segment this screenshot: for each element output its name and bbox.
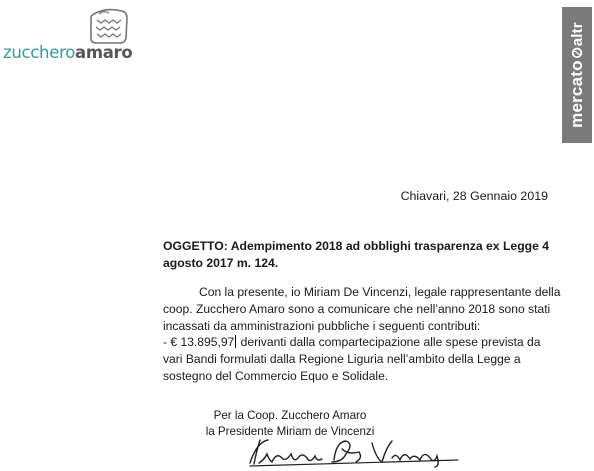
letter-body [163, 284, 561, 385]
letter-subject: OGGETTO: Adempimento 2018 ad obblighi trasparenza ex Legge 4 agosto 2017 m. 124. [163, 239, 550, 270]
company-logo [3, 6, 138, 62]
closing-line-coop: Per la Coop. Zucchero Amaro [213, 409, 367, 422]
logo-wordmark [3, 44, 132, 62]
swirl-o-icon [571, 47, 583, 59]
logo-word-zucchero: zucchero [3, 43, 75, 62]
handwritten-signature [248, 436, 460, 468]
closing-line-president: la Presidente Miriam de Vincenzi [205, 425, 375, 438]
banner-word-altr: altr [569, 22, 586, 47]
letter-paragraph: Con la presente, io Miriam De Vincenzi, legale rappresentante della coop. Zucchero Amaro sono a comunicare che nell’anno 2018 sono stati incassati da amministrazioni pubbliche i seguenti contributi: [163, 285, 561, 333]
letter-date: Chiavari, 28 Gennaio 2019 [400, 189, 548, 203]
sugar-cube-logo-icon [86, 6, 130, 46]
contribution-item [163, 334, 561, 384]
logo-word-amaro: amaro [75, 43, 133, 62]
banner-text [567, 22, 587, 128]
altromercato-banner [562, 7, 592, 143]
banner-word-mercato: mercato [567, 60, 586, 128]
contribution-amount: - € 13.895,97 [163, 335, 235, 350]
contribution-description: derivanti dalla compartecipazione alle spese prevista da vari Bandi formulati dalla Regione Liguria nell’ambito della Legge a sostegno del Commercio Equo e Solidale. [163, 335, 541, 383]
